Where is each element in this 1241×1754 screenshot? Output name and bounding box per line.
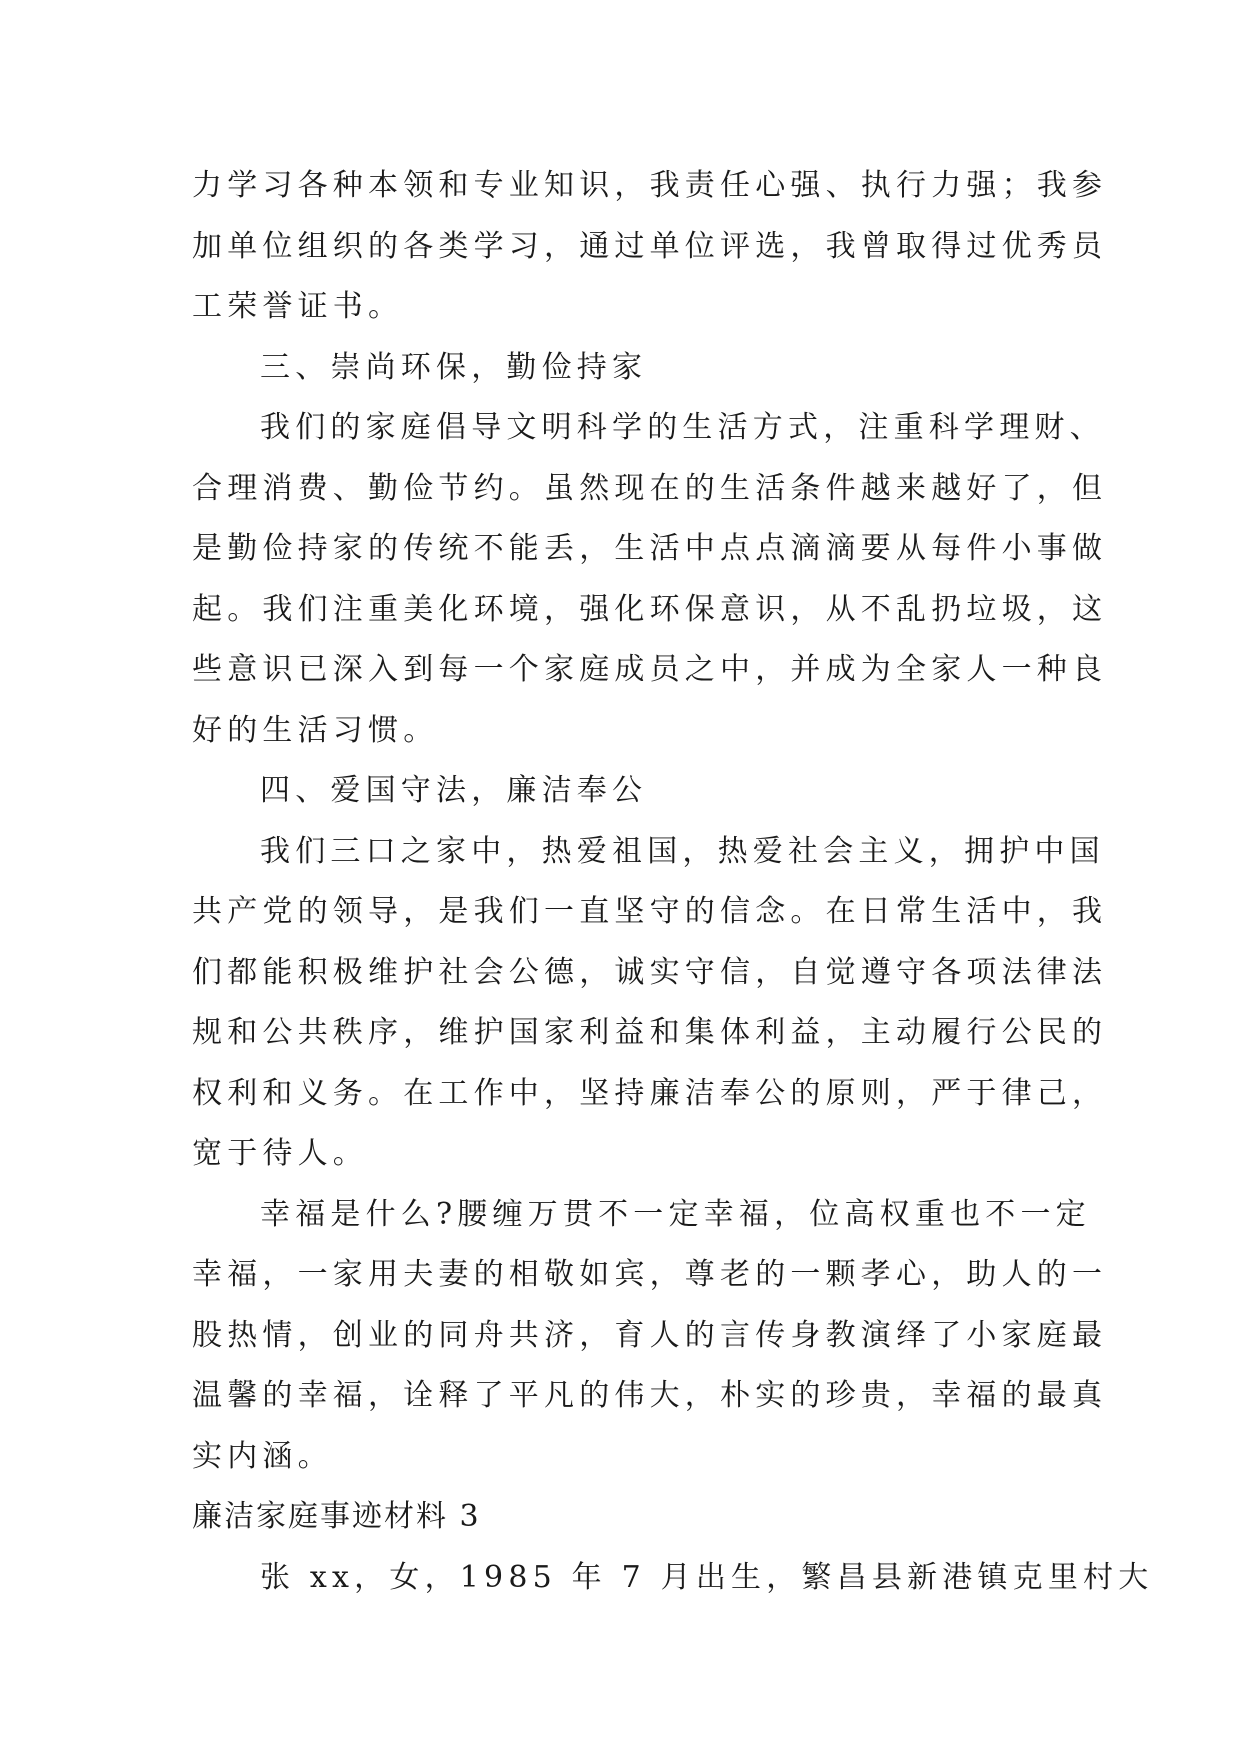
text-line: 三、崇尚环保，勤俭持家 bbox=[260, 349, 648, 385]
text-line: 幸福，一家用夫妻的相敬如宾，尊老的一颗孝心，助人的一 bbox=[192, 1257, 1108, 1292]
text-line: 股热情，创业的同舟共济，育人的言传身教演绎了小家庭最 bbox=[192, 1317, 1108, 1353]
paragraph bbox=[192, 1185, 1108, 1488]
text-line: 我们三口之家中，热爱祖国，热爱社会主义，拥护中国 bbox=[260, 833, 1105, 869]
document-title bbox=[192, 1487, 1052, 1548]
document-page bbox=[192, 156, 1154, 1608]
paragraph bbox=[192, 398, 1108, 761]
text-line: 合理消费、勤俭节约。虽然现在的生活条件越来越好了，但 bbox=[192, 470, 1108, 506]
text-line: 起。我们注重美化环境，强化环保意识，从不乱扔垃圾，这 bbox=[192, 591, 1108, 627]
text-line: 些意识已深入到每一个家庭成员之中，并成为全家人一种良 bbox=[192, 652, 1108, 687]
text-line: 幸福是什么?腰缠万贯不一定幸福，位高权重也不一定 bbox=[260, 1196, 1091, 1232]
paragraph bbox=[192, 1548, 1154, 1609]
text-line: 好的生活习惯。 bbox=[192, 712, 439, 748]
section-heading bbox=[192, 761, 1052, 822]
text-line: 四、爱国守法，廉洁奉公 bbox=[260, 773, 648, 808]
text-line: 张 xx，女，1985 年 7 月出生，繁昌县新港镇克里村大 bbox=[260, 1559, 1154, 1595]
text-line: 工荣誉证书。 bbox=[192, 289, 404, 324]
document-body bbox=[192, 156, 1154, 1608]
text-line: 权利和义务。在工作中，坚持廉洁奉公的原则，严于律己， bbox=[192, 1075, 1108, 1111]
text-line: 宽于待人。 bbox=[192, 1136, 368, 1171]
text-line: 我们的家庭倡导文明科学的生活方式，注重科学理财、 bbox=[260, 410, 1105, 445]
section-heading bbox=[192, 338, 1052, 399]
text-line: 实内涵。 bbox=[192, 1438, 333, 1474]
text-line: 廉洁家庭事迹材料 3 bbox=[192, 1499, 481, 1534]
text-line: 温馨的幸福，诠释了平凡的伟大，朴实的珍贵，幸福的最真 bbox=[192, 1378, 1108, 1413]
text-line: 们都能积极维护社会公德，诚实守信，自觉遵守各项法律法 bbox=[192, 954, 1108, 990]
paragraph bbox=[192, 822, 1108, 1185]
text-line: 规和公共秩序，维护国家利益和集体利益，主动履行公民的 bbox=[192, 1015, 1108, 1050]
text-line: 加单位组织的各类学习，通过单位评选，我曾取得过优秀员 bbox=[192, 228, 1108, 264]
text-line: 力学习各种本领和专业知识，我责任心强、执行力强；我参 bbox=[192, 168, 1108, 203]
text-line: 共产党的领导，是我们一直坚守的信念。在日常生活中，我 bbox=[192, 894, 1108, 929]
text-line: 是勤俭持家的传统不能丢，生活中点点滴滴要从每件小事做 bbox=[192, 531, 1108, 566]
paragraph bbox=[192, 156, 1108, 338]
